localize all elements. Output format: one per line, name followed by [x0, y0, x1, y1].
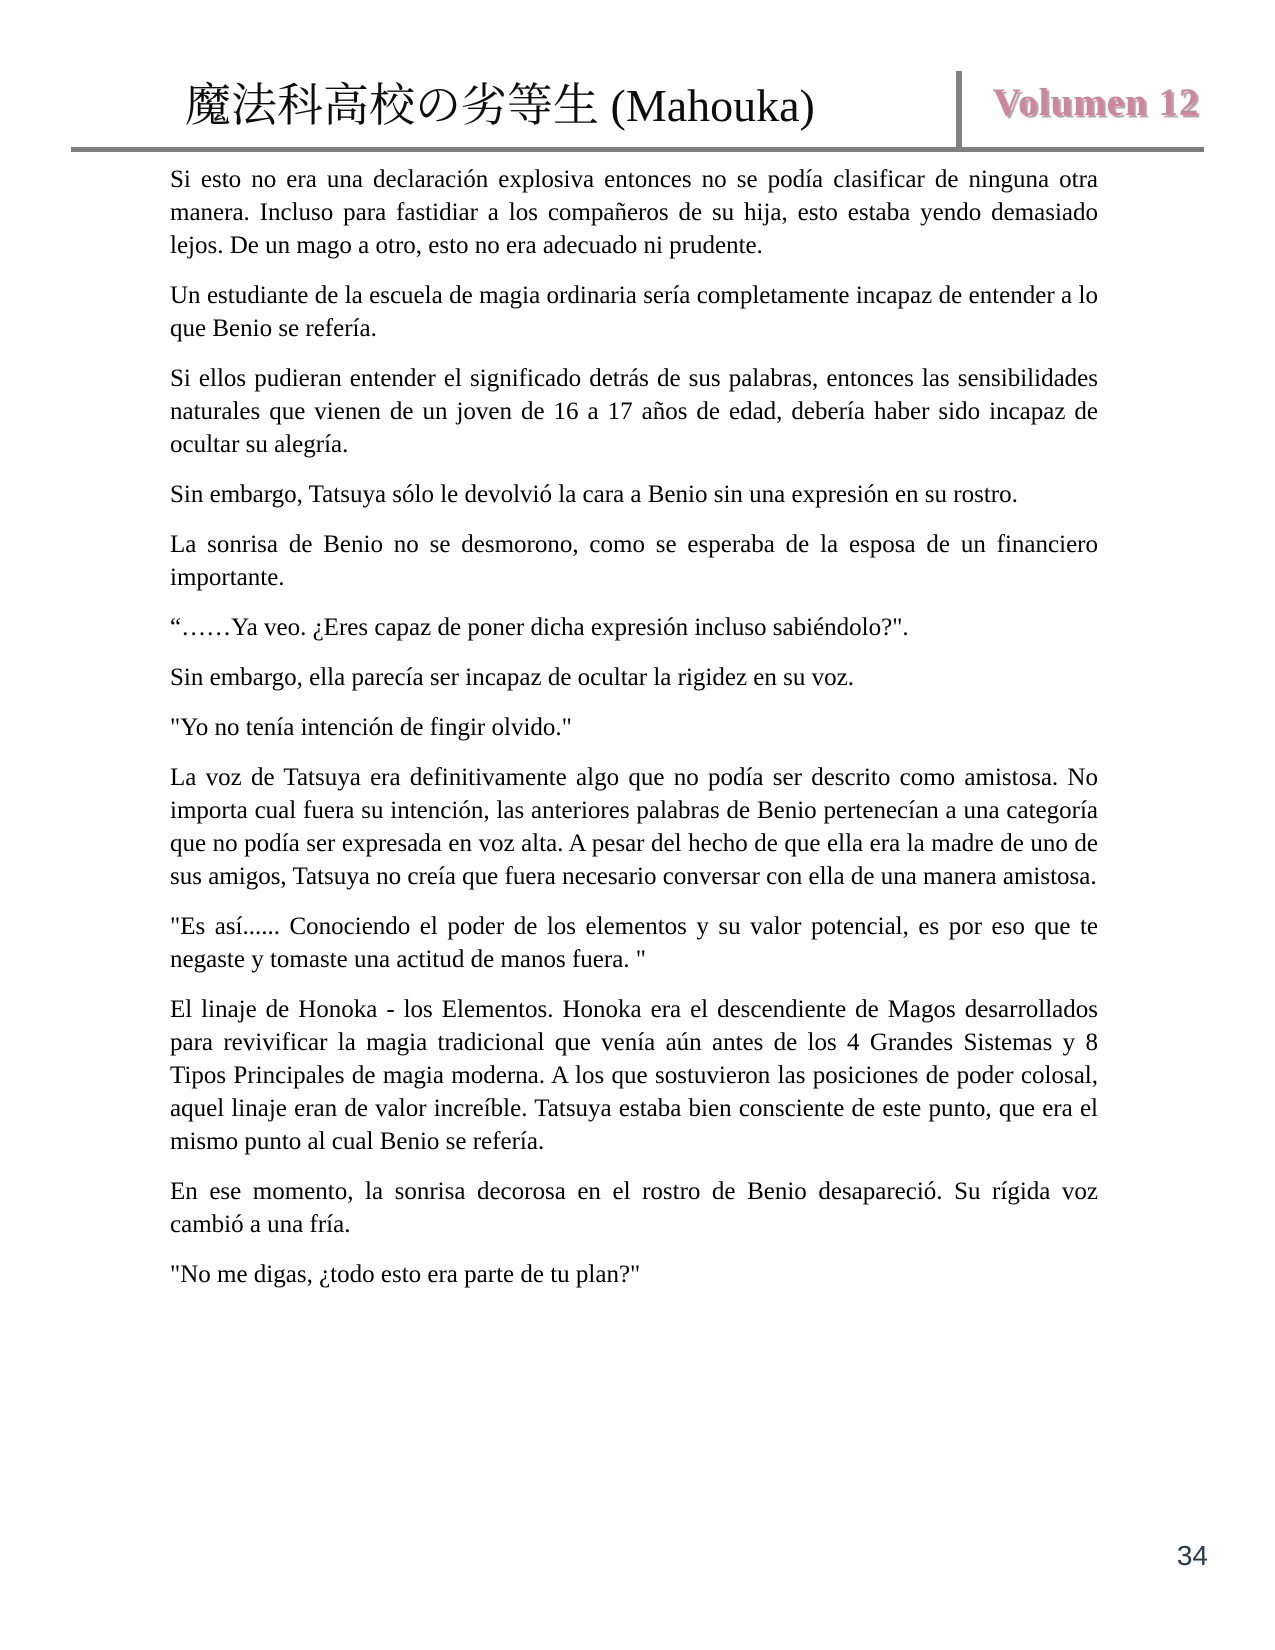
paragraph: "Yo no tenía intención de fingir olvido.": [170, 714, 572, 741]
body-text: [170, 163, 1098, 1308]
paragraph: La voz de Tatsuya era definitivamente algo que no podía ser descrito como amistosa. No importa cual fuera su intención, las anteriores palabras de Benio pertenecían a una categoría que no podía ser expresada en voz alta. A pesar del hecho de que ella era la madre de uno de sus amigos, Tatsuya no creía que fuera necesario conversar con ella de una manera amistosa.: [170, 764, 1098, 890]
header-horizontal-rule: [71, 147, 1204, 152]
header-vertical-divider: [956, 71, 962, 148]
paragraph: En ese momento, la sonrisa decorosa en el rostro de Benio desapareció. Su rígida voz cambió a una fría.: [170, 1178, 1098, 1238]
page-title: 魔法科高校の劣等生 (Mahouka): [185, 80, 815, 131]
paragraph: “……Ya veo. ¿Eres capaz de poner dicha expresión incluso sabiéndolo?".: [170, 614, 909, 641]
paragraph: La sonrisa de Benio no se desmorono, como se esperaba de la esposa de un financiero importante.: [170, 531, 1098, 591]
paragraph: Un estudiante de la escuela de magia ordinaria sería completamente incapaz de entender a lo que Benio se refería.: [170, 282, 1098, 342]
volume-label: Volumen 12: [992, 81, 1200, 124]
paragraph: Sin embargo, ella parecía ser incapaz de ocultar la rigidez en su voz.: [170, 664, 854, 691]
paragraph: Si esto no era una declaración explosiva entonces no se podía clasificar de ninguna otra manera. Incluso para fastidiar a los compañeros de su hija, esto estaba yendo demasiado lejos. De un mago a otro, esto no era adecuado ni prudente.: [170, 166, 1098, 259]
paragraph: Si ellos pudieran entender el significado detrás de sus palabras, entonces las sensibilidades naturales que vienen de un joven de 16 a 17 años de edad, debería haber sido incapaz de ocultar su alegría.: [170, 365, 1098, 458]
paragraph: "No me digas, ¿todo esto era parte de tu plan?": [170, 1261, 641, 1288]
paragraph: El linaje de Honoka - los Elementos. Honoka era el descendiente de Magos desarrollados para revivificar la magia tradicional que venía aún antes de los 4 Grandes Sistemas y 8 Tipos Principales de magia moderna. A los que sostuvieron las posiciones de poder colosal, aquel linaje eran de valor increíble. Tatsuya estaba bien consciente de este punto, que era el mismo punto al cual Benio se refería.: [170, 996, 1098, 1155]
paragraph: Sin embargo, Tatsuya sólo le devolvió la cara a Benio sin una expresión en su rostro.: [170, 481, 1018, 508]
paragraph: "Es así...... Conociendo el poder de los elementos y su valor potencial, es por eso que te negaste y tomaste una actitud de manos fuera. ": [170, 913, 1098, 973]
page-number: 34: [1176, 1540, 1208, 1571]
